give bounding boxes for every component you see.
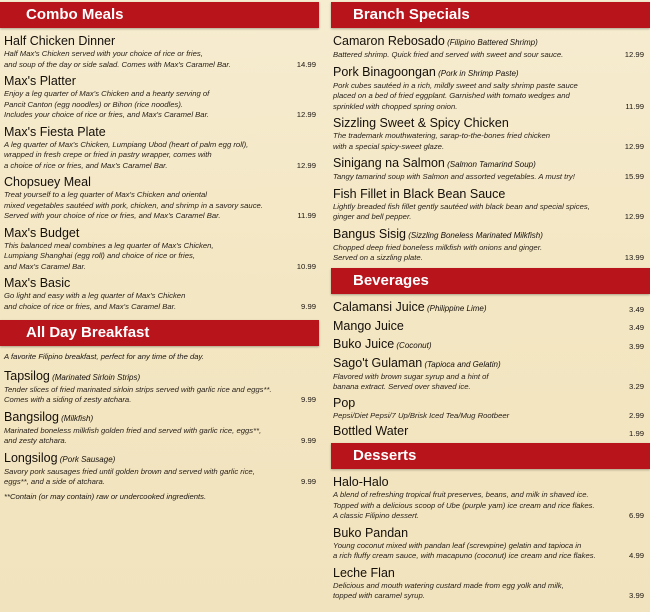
menu-item-name: Tapsilog (Marinated Sirloin Strips): [4, 368, 141, 383]
menu-item-name: Max's Basic: [4, 276, 71, 290]
menu-item-description: Includes your choice of rice or fries, and Max's Caramel Bar.: [4, 110, 209, 119]
menu-item: [333, 475, 650, 522]
menu-item-description: wrapped in fresh crepe or fried in pastry wrapper, comes with: [4, 150, 212, 159]
menu-item-price: 12.99: [624, 212, 644, 221]
menu-item-name: Pork Binagoongan (Pork in Shrimp Paste): [333, 64, 519, 79]
menu-item-description: Marinated boneless milkfish golden fried and served with garlic rice, eggs**,: [4, 425, 262, 435]
menu-item-name: Camaron Rebosado (Filipino Battered Shrimp): [333, 34, 538, 48]
menu-item-description: placed on a bed of fried eggplant. Garnished with tomato wedges and: [333, 91, 570, 100]
menu-item-price: 15.99: [624, 172, 644, 181]
breakfast-list: [0, 369, 319, 488]
breakfast-footnote: **Contain (or may contain) raw or undercooked ingredients.: [4, 491, 207, 501]
menu-item-name: Sago't Gulaman (Tapioca and Gelatin): [333, 355, 501, 370]
menu-item-subtitle: (Salmon Tamarind Soup): [444, 160, 536, 169]
menu-item-name: Pop: [333, 395, 356, 410]
menu-item: [4, 125, 319, 172]
menu-item-description: A leg quarter of Max's Chicken, Lumpiang Ubod (heart of palm egg roll),: [4, 139, 249, 149]
menu-item: [333, 319, 650, 334]
menu-item-subtitle: (Coconut): [394, 340, 432, 350]
menu-item-description: Half Max's Chicken served with your choice of rice or fries,: [4, 49, 203, 58]
menu-item-description: This balanced meal combines a leg quarter of Max's Chicken,: [4, 240, 214, 250]
branch-specials-header: Branch Specials: [331, 2, 650, 28]
menu-item-name: Fish Fillet in Black Bean Sauce: [333, 186, 506, 201]
menu-item-description: Young coconut mixed with pandan leaf (screwpine) gelatin and tapioca in: [333, 540, 582, 550]
menu-item-description: and zesty atchara.: [4, 436, 67, 445]
menu-item-description: mixed vegetables sautéed with pork, chicken, and shrimp in a savory sauce.: [4, 200, 263, 210]
menu-item-description: Delicious and mouth watering custard made from egg yolk and milk,: [333, 580, 564, 590]
menu-item-price: 9.99: [301, 436, 316, 445]
menu-item-subtitle: (Philippine Lime): [424, 303, 487, 313]
menu-item-description: A classic Filipino dessert.: [333, 511, 420, 520]
menu-item: [333, 424, 650, 439]
menu-item-name: Bangus Sisig (Sizzling Boneless Marinated Milkfish): [333, 226, 543, 241]
menu-item-price: 9.99: [301, 395, 316, 404]
menu-item-price: 14.99: [296, 59, 316, 69]
combo-meals-list: [0, 34, 319, 312]
menu-item-description: a choice of rice or fries, and Max's Caramel Bar.: [4, 160, 168, 170]
menu-item-name: Buko Juice (Coconut): [333, 336, 432, 351]
menu-item: [4, 34, 319, 70]
menu-item-price: 11.99: [625, 101, 644, 111]
menu-item: [333, 300, 650, 316]
menu-item-description: Savory pork sausages fried until golden brown and served with garlic rice,: [4, 466, 255, 476]
menu-item-name: Longsilog (Pork Sausage): [4, 450, 116, 465]
beverages-header: Beverages: [331, 268, 650, 294]
menu-item-description: ginger and bell pepper.: [333, 212, 412, 221]
desserts-header: Desserts: [331, 443, 650, 469]
menu-item-description: A blend of refreshing tropical fruit preserves, beans, and milk in shaved ice.: [333, 490, 589, 499]
menu-item-price: 3.49: [629, 305, 644, 314]
menu-item-name: Buko Pandan: [333, 525, 409, 540]
combo-meals-header: Combo Meals: [0, 2, 319, 28]
menu-item-description: The trademark mouthwatering, sarap-to-the-bones fried chicken: [333, 131, 551, 140]
menu-item-price: 1.99: [629, 428, 644, 438]
menu-item-name: Calamansi Juice (Philippine Lime): [333, 299, 487, 314]
menu-item-name: Leche Flan: [333, 565, 395, 580]
menu-item-description: eggs**, and a side of atchara.: [4, 477, 105, 486]
menu-item: [4, 369, 319, 406]
menu-item-description: Go light and easy with a leg quarter of Max's Chicken: [4, 291, 186, 300]
menu-item-price: 2.99: [629, 410, 644, 420]
menu-item-price: 9.99: [301, 301, 316, 311]
menu-item-description: Tangy tamarind soup with Salmon and assorted vegetables. A must try!: [333, 172, 575, 181]
menu-item-price: 12.99: [296, 160, 316, 170]
menu-item: [333, 65, 650, 113]
menu-item-subtitle: (Tapioca and Gelatin): [422, 359, 501, 369]
right-column: [331, 0, 650, 606]
menu-item-description: topped with caramel syrup.: [333, 591, 425, 600]
menu-item-description: with a special spicy-sweet glaze.: [333, 141, 445, 151]
menu-item-price: 6.99: [629, 511, 644, 520]
menu-item-description: Chopped deep fried boneless milkfish with onions and ginger.: [333, 242, 543, 252]
menu-item-description: sprinkled with chopped spring onion.: [333, 101, 458, 111]
menu-item-description: Topped with a delicious scoop of Ube (purple yam) ice cream and rice flakes.: [333, 500, 595, 510]
menu-item-name: Max's Platter: [4, 74, 76, 88]
menu-item: [333, 187, 650, 223]
menu-item: [4, 226, 319, 273]
menu-item-name: Max's Budget: [4, 225, 80, 240]
menu-item-price: 10.99: [296, 261, 316, 271]
menu-item-price: 3.99: [629, 591, 644, 600]
menu-item-description: Enjoy a leg quarter of Max's Chicken and a hearty serving of: [4, 89, 210, 98]
menu-item-price: 3.49: [629, 323, 644, 332]
menu-item-subtitle: (Pork in Shrimp Paste): [435, 68, 519, 78]
breakfast-intro: A favorite Filipino breakfast, perfect for any time of the day.: [4, 352, 204, 361]
menu-item-price: 3.29: [629, 382, 644, 391]
menu-item-price: 12.99: [624, 141, 644, 151]
menu-item-subtitle: (Filipino Battered Shrimp): [444, 38, 538, 47]
menu-item: [4, 451, 319, 488]
menu-item-description: Flavored with brown sugar syrup and a hint of: [333, 371, 489, 381]
menu-item-subtitle: (Pork Sausage): [57, 454, 116, 464]
menu-item: [4, 276, 319, 312]
menu-item: [4, 175, 319, 222]
menu-item: [333, 227, 650, 264]
desserts-list: [331, 475, 650, 602]
menu-item-description: Lightly breaded fish fillet gently sautéed with black bean and special spices,: [333, 201, 590, 211]
menu-item-name: Sinigang na Salmon (Salmon Tamarind Soup): [333, 156, 536, 170]
menu-item-description: and choice of rice or fries, and Max's Caramel Bar.: [4, 301, 177, 311]
menu-item-description: Comes with a siding of zesty atchara.: [4, 395, 132, 404]
menu-item: [333, 34, 650, 61]
menu-item-description: Pepsi/Diet Pepsi/7 Up/Brisk Iced Tea/Mug Rootbeer: [333, 410, 510, 420]
menu-item-description: Served with your choice of rice or fries, and Max's Caramel Bar.: [4, 211, 221, 220]
menu-item-description: Battered shrimp. Quick fried and served with sweet and sour sauce.: [333, 50, 564, 59]
menu-item-subtitle: (Sizzling Boneless Marinated Milkfish): [405, 230, 543, 240]
menu-item-name: Half Chicken Dinner: [4, 34, 116, 48]
menu-item-price: 4.99: [629, 551, 644, 560]
menu-item: [4, 410, 319, 447]
all-day-breakfast-header: All Day Breakfast: [0, 320, 319, 346]
menu-item-name: Bottled Water: [333, 424, 409, 438]
menu-item-subtitle: (Marinated Sirloin Strips): [49, 372, 141, 382]
menu-item-description: banana extract. Served over shaved ice.: [333, 382, 471, 391]
menu-item-price: 12.99: [296, 110, 316, 119]
menu-item: [333, 356, 650, 393]
menu-item-name: Mango Juice: [333, 318, 404, 333]
menu-item: [333, 566, 650, 602]
menu-item-name: Halo-Halo: [333, 475, 389, 489]
menu-item-name: Sizzling Sweet & Spicy Chicken: [333, 116, 509, 130]
menu-item-price: 12.99: [624, 50, 644, 59]
menu-item-description: Lumpiang Shanghai (egg roll) and choice of rice or fries,: [4, 251, 196, 260]
menu-item: [333, 156, 650, 183]
menu-item-name: Bangsilog (Milkfish): [4, 409, 94, 424]
menu-item-price: 9.99: [301, 477, 316, 486]
menu-item-name: Max's Fiesta Plate: [4, 124, 106, 139]
menu-item: [333, 526, 650, 562]
menu-item-description: and soup of the day or side salad. Comes with Max's Caramel Bar.: [4, 59, 231, 69]
menu-item-description: Served on a sizzling plate.: [333, 253, 423, 262]
menu-item-description: Tender slices of fried marinated sirloin strips served with garlic rice and eggs**.: [4, 384, 272, 394]
menu-item-description: and Max's Caramel Bar.: [4, 261, 86, 271]
menu-item-price: 13.99: [624, 253, 644, 262]
menu-item: [333, 396, 650, 422]
menu-item-price: 3.99: [629, 342, 644, 351]
menu-item-description: Treat yourself to a leg quarter of Max's Chicken and oriental: [4, 190, 208, 199]
menu-item-description: a rich fluffy cream sauce, with macapuno (coconut) ice cream and rice flakes.: [333, 551, 596, 560]
menu-item-subtitle: (Milkfish): [58, 413, 94, 423]
menu-item: [4, 74, 319, 121]
menu-item-description: Pancit Canton (egg noodles) or Bihon (rice noodles).: [4, 99, 184, 109]
beverages-list: [331, 300, 650, 440]
left-column: [0, 0, 319, 508]
menu-item: [333, 337, 650, 353]
menu-item-price: 11.99: [297, 211, 316, 220]
menu-item: [333, 116, 650, 152]
menu-item-name: Chopsuey Meal: [4, 175, 91, 189]
menu-item-description: Pork cubes sautéed in a rich, mildly sweet and salty shrimp paste sauce: [333, 80, 578, 90]
branch-specials-list: [331, 34, 650, 264]
